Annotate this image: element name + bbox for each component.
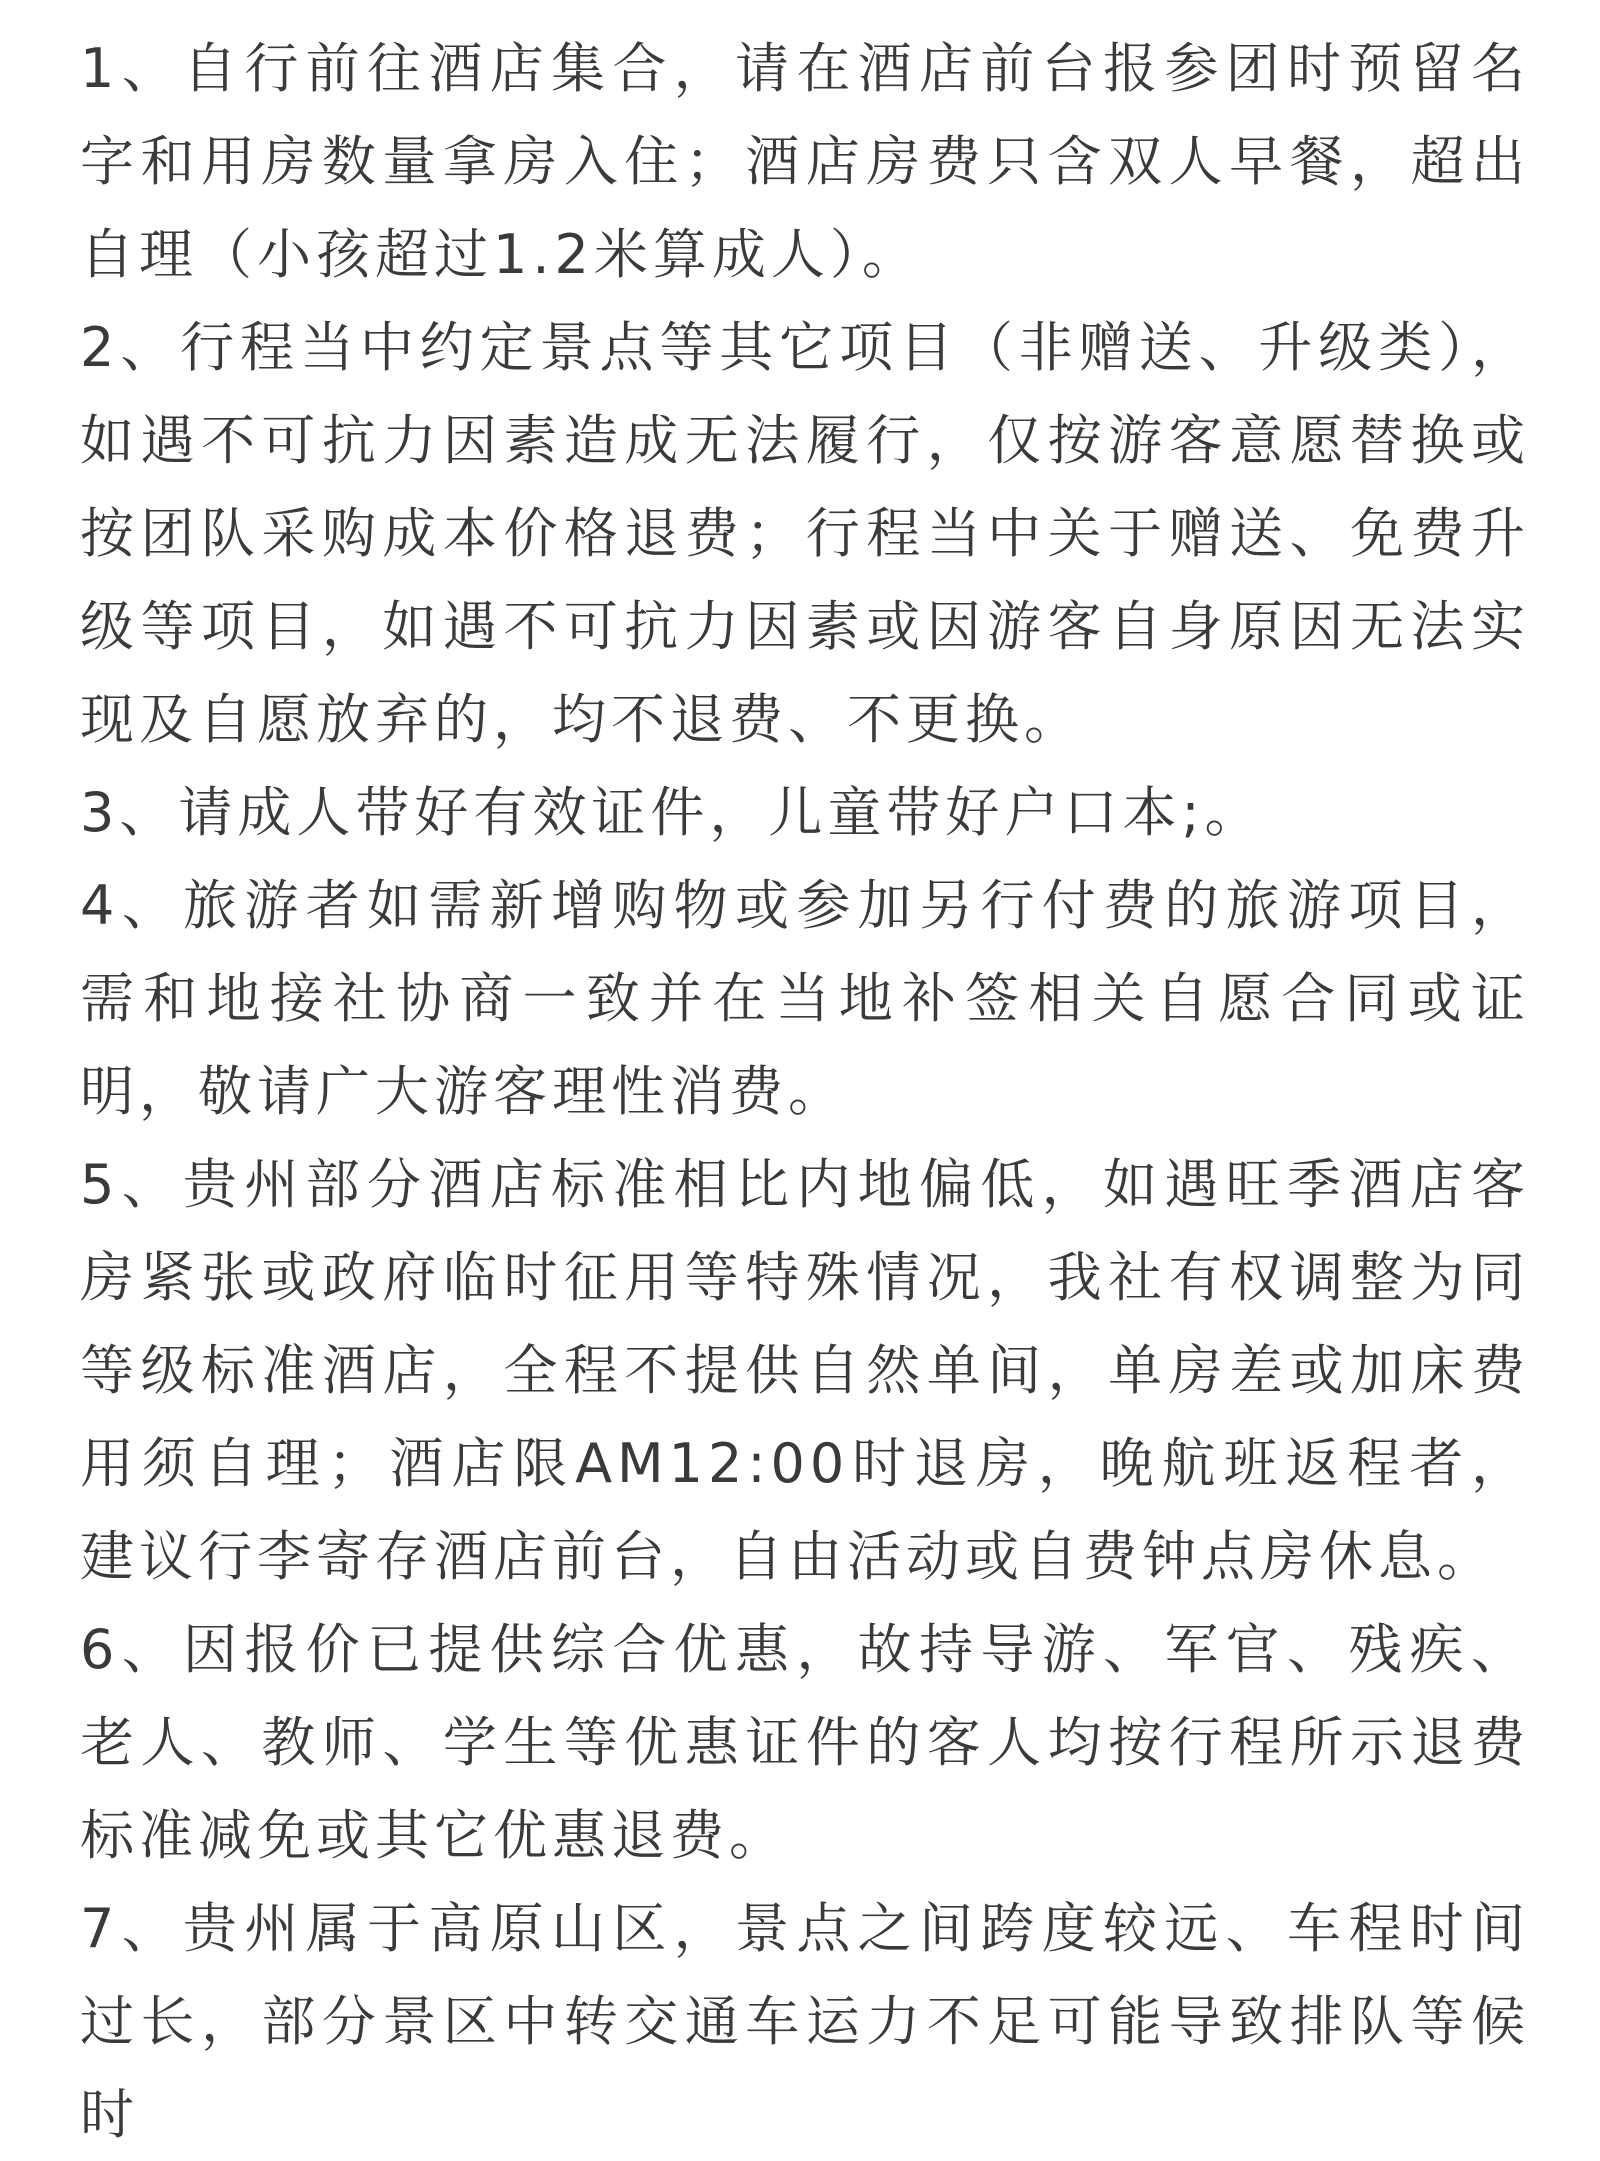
notes-document [80, 22, 1530, 2161]
note-item-2: 2、行程当中约定景点等其它项目（非赠送、升级类），如遇不可抗力因素造成无法履行，仅按游客意愿替换或按团队采购成本价格退费；行程当中关于赠送、免费升级等项目，如遇不可抗力因素或因游客自身原因无法实现及自愿放弃的，均不退费、不更换。 [80, 316, 1530, 751]
note-item-3: 3、请成人带好有效证件，儿童带好户口本;。 [80, 781, 1264, 844]
note-item-6: 6、因报价已提供综合优惠，故持导游、军官、残疾、老人、教师、学生等优惠证件的客人均按行程所示退费标准减免或其它优惠退费。 [80, 1618, 1530, 1867]
note-item-1: 1、自行前往酒店集合，请在酒店前台报参团时预留名字和用房数量拿房入住；酒店房费只含双人早餐，超出自理（小孩超过1.2米算成人）。 [80, 37, 1530, 286]
note-item-7: 7、贵州属于高原山区，景点之间跨度较远、车程时间过长，部分景区中转交通车运力不足可能导致排队等候时 [80, 1897, 1530, 2146]
note-item-4: 4、旅游者如需新增购物或参加另行付费的旅游项目，需和地接社协商一致并在当地补签相关自愿合同或证明，敬请广大游客理性消费。 [80, 874, 1530, 1123]
note-item-5: 5、贵州部分酒店标准相比内地偏低，如遇旺季酒店客房紧张或政府临时征用等特殊情况，我社有权调整为同等级标准酒店，全程不提供自然单间，单房差或加床费用须自理；酒店限AM12:00时退房，晚航班返程者，建议行李寄存酒店前台，自由活动或自费钟点房休息。 [80, 1153, 1530, 1588]
